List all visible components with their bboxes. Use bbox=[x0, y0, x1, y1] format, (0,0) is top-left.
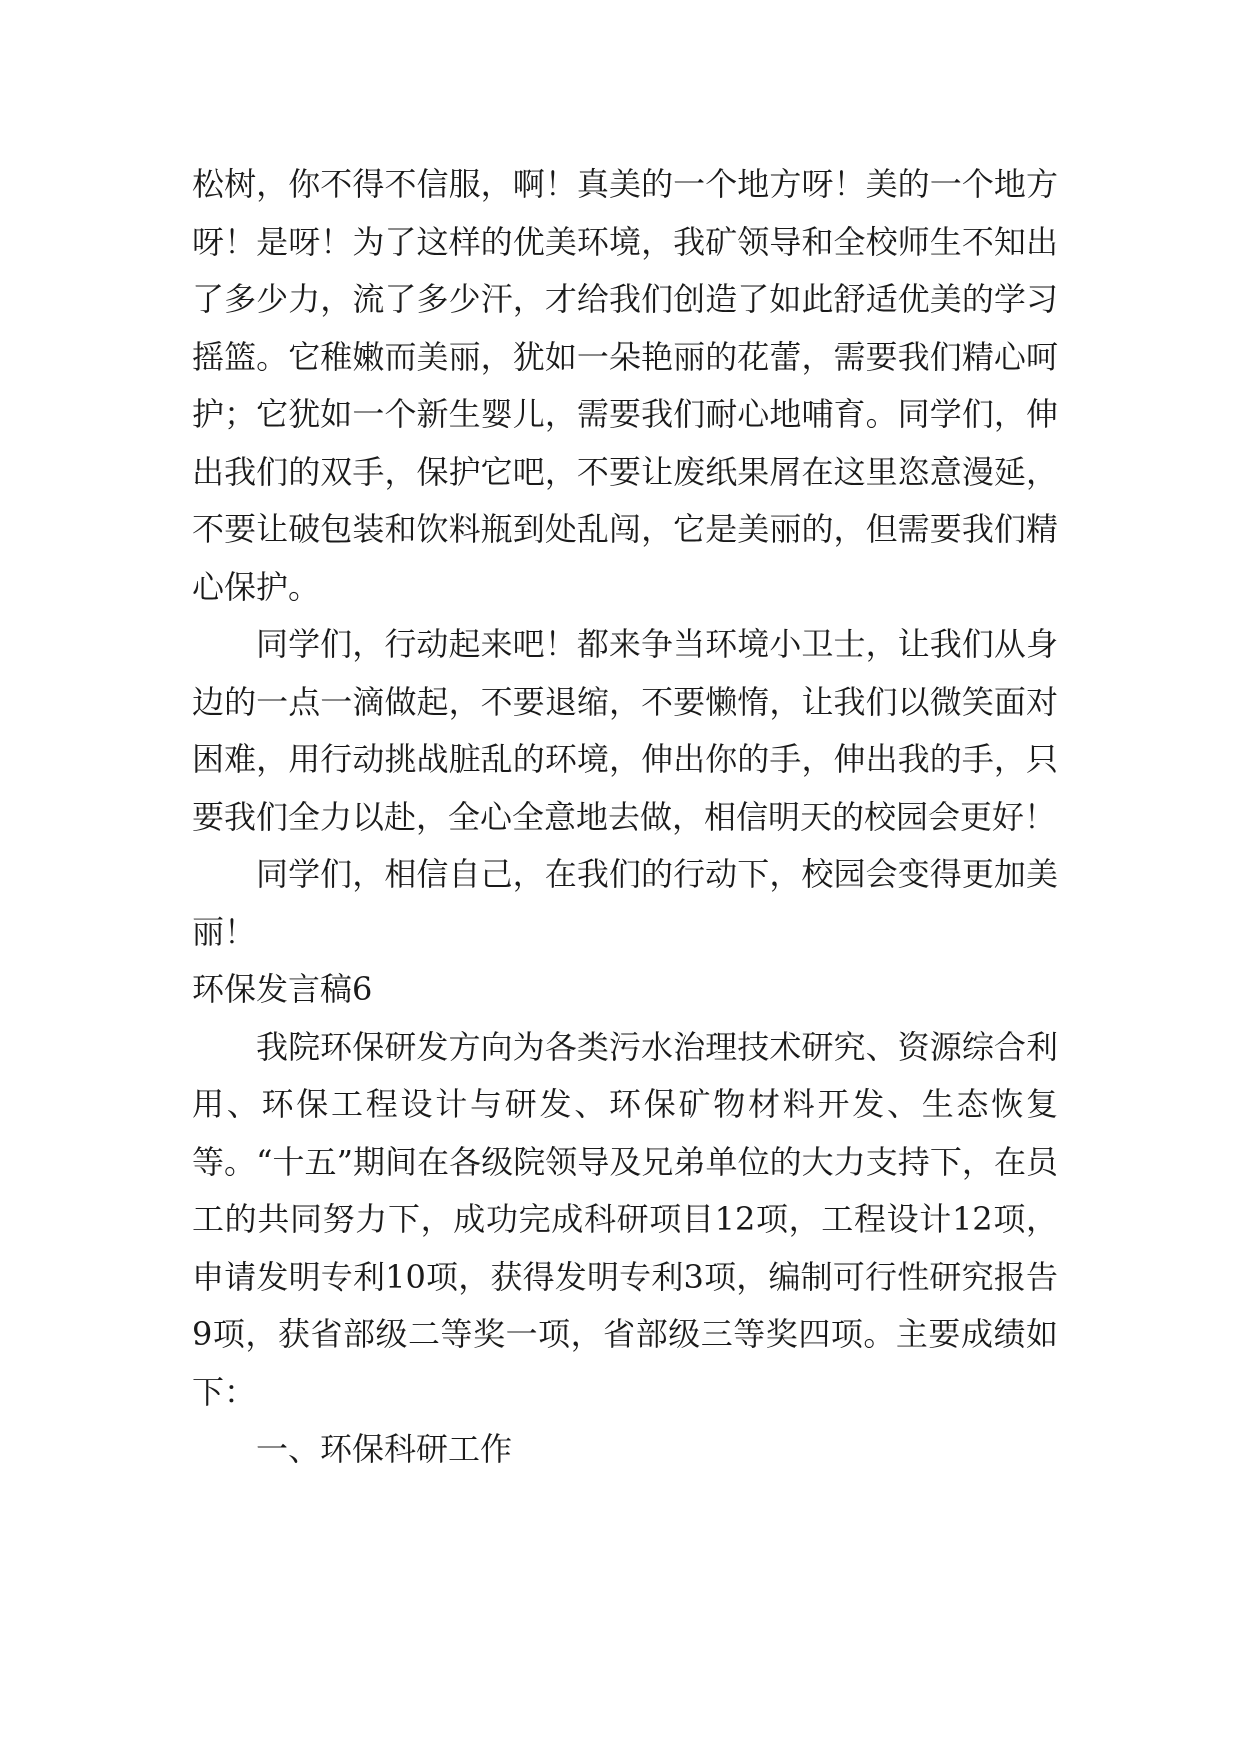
paragraph-3: 同学们，相信自己，在我们的行动下，校园会变得更加美丽！ bbox=[192, 855, 1058, 951]
subsection-heading: 一、环保科研工作 bbox=[256, 1430, 513, 1468]
paragraph-1: 松树，你不得不信服，啊！真美的一个地方呀！美的一个地方呀！是呀！为了这样的优美环境，我矿领导和全校师生不知出了多少力，流了多少汗，才给我们创造了如此舒适优美的学习摇篮。它稚嫩而美丽，犹如一朵艳丽的花蕾，需要我们精心呵护；它犹如一个新生婴儿，需要我们耐心地哺育。同学们，伸出我们的双手，保护它吧，不要让废纸果屑在这里恣意漫延，不要让破包装和饮料瓶到处乱闯，它是美丽的，但需要我们精心保护。 bbox=[192, 165, 1058, 606]
document-body bbox=[192, 156, 1058, 1479]
section-paragraph-1: 我院环保研发方向为各类污水治理技术研究、资源综合利用、环保工程设计与研发、环保矿物材料开发、生态恢复等。“十五”期间在各级院领导及兄弟单位的大力支持下，在员工的共同努力下，成功完成科研项目12项，工程设计12项，申请发明专利10项，获得发明专利3项，编制可行性研究报告9项，获省部级二等奖一项，省部级三等奖四项。主要成绩如下： bbox=[192, 1027, 1058, 1411]
paragraph-2: 同学们，行动起来吧！都来争当环境小卫士，让我们从身边的一点一滴做起，不要退缩，不要懒惰，让我们以微笑面对困难，用行动挑战脏乱的环境，伸出你的手，伸出我的手，只要我们全力以赴，全心全意地去做，相信明天的校园会更好！ bbox=[192, 625, 1058, 836]
section-title: 环保发言稿6 bbox=[192, 970, 373, 1008]
